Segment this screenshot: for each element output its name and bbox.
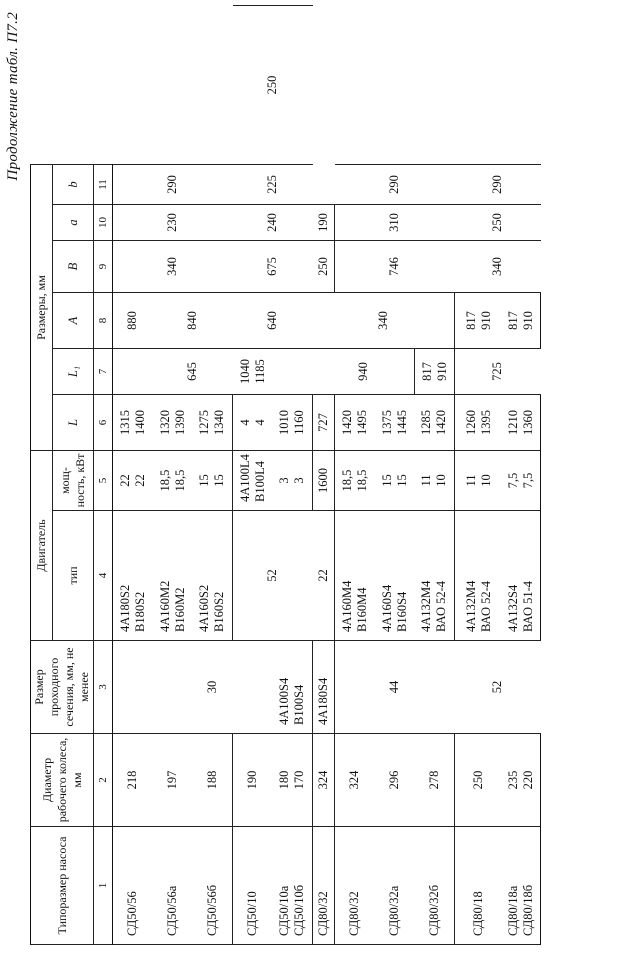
dim-L-cell [455,395,503,451]
dim-a-cell [455,205,541,241]
cell-line: 1040 [237,359,252,384]
cell-line: СД80/32 [316,891,330,936]
header-b: b [53,165,94,205]
header-pump-size: Типоразмер насоса [31,827,94,945]
table-row [113,6,153,945]
cell-line: 10 [478,474,493,487]
dim-L-cell [273,395,313,451]
cell-line: 44 [387,680,402,694]
dim-L-cell [193,395,233,451]
pump-size-cell [193,827,233,945]
pump-size-cell [375,827,415,945]
header-dimensions: Размеры, мм [31,165,53,451]
dim-L1-cell [153,349,233,395]
dim-a-cell [335,205,455,241]
cell-line: 250 [315,257,330,276]
cell-line: 22 [117,474,132,487]
cell-line: 4А180S4 [316,677,330,725]
motor-type-cell [113,511,153,641]
cell-line: 4 [252,419,267,426]
cell-line: 324 [316,770,330,790]
cell-line: 880 [125,311,140,330]
wheel-diameter-cell [375,734,415,827]
cell-line: В160S4 [394,591,409,632]
cell-line: 1495 [354,410,369,435]
pump-size-cell [233,827,273,945]
cell-line: 18,5 [354,469,369,492]
cell-line: 290 [387,175,401,194]
cell-line: 1315 [117,410,132,435]
cell-line: 7,5 [506,472,521,489]
dim-A-cell [415,349,455,395]
column-number: 3 [94,641,113,734]
passage-size-cell [153,641,273,734]
cell-line: СД80/32 [347,891,362,936]
cell-line: 1375 [379,410,394,435]
cell-line: 817 [506,311,521,330]
dim-B-cell [313,293,455,349]
pump-size-cell [415,827,455,945]
cell-line: СД80/32а [387,885,401,936]
cell-line: 1400 [132,410,147,435]
dim-a-cell [113,205,233,241]
cell-line: 190 [315,213,330,232]
motor-type-cell [503,511,541,641]
cell-line: 190 [245,770,260,790]
motor-power-cell [233,395,273,451]
pump-size-cell [153,827,193,945]
cell-line: В160М4 [354,587,369,632]
cell-line: 290 [165,175,180,194]
cell-line: 817 [463,311,478,330]
cell-line: 218 [125,770,140,790]
wheel-diameter-cell [313,734,335,827]
dim-A-cell [153,293,233,349]
dim-L1-cell [113,349,153,395]
dim-B-cell [113,241,233,293]
motor-power-cell [313,511,335,641]
motor-type-cell [273,641,313,734]
cell-line: 18,5 [339,469,354,492]
pump-size-cell [273,827,313,945]
cell-line: 1320 [157,410,172,435]
cell-line: 188 [204,770,219,790]
cell-line: СД80/32б [426,884,441,936]
dim-b-cell [335,165,455,205]
dim-L-cell [313,451,335,511]
motor-type-cell [313,641,335,734]
cell-line: 645 [185,362,199,381]
cell-line: 3 [277,477,292,484]
cell-line: 22 [132,474,147,487]
table-row [193,6,233,945]
cell-line: 1445 [394,410,409,435]
cell-line: СД80/18а [506,885,521,936]
header-motor-type: тип [53,511,94,641]
cell-line: СД80/18 [471,891,486,936]
header-a: a [53,205,94,241]
dim-L-cell [113,395,153,451]
cell-line: 324 [347,770,362,790]
cell-line: 1185 [252,359,267,384]
cell-line: 4А160S4 [379,584,394,632]
cell-line: 250 [265,75,279,95]
dim-L-cell [415,395,455,451]
cell-line: 910 [434,362,449,381]
cell-line: 1420 [339,410,354,435]
cell-line: 1340 [212,410,227,435]
table-row [153,6,193,945]
cell-line: 310 [387,213,402,232]
cell-line: 15 [379,474,394,487]
cell-line: 18,5 [172,469,187,492]
cell-line: 4А160М4 [339,580,354,632]
column-number-row [94,6,113,945]
cell-line: 725 [490,362,505,381]
motor-type-cell [415,511,455,641]
cell-line: 230 [165,213,180,232]
cell-line: 225 [265,175,279,194]
cell-line: 1600 [316,468,330,493]
cell-line: 640 [265,311,279,330]
cell-line: СД80/18б [521,884,536,936]
dim-L1-cell [313,395,335,451]
pump-spec-table [30,5,541,945]
cell-line: 1360 [521,410,536,435]
cell-line: В100S4 [292,684,307,725]
motor-power-cell [455,451,503,511]
cell-line: 180 [277,770,292,790]
motor-power-cell [335,451,375,511]
wheel-diameter-cell [273,734,313,827]
pump-size-cell [503,827,541,945]
dim-L1-cell [335,241,455,293]
motor-power-cell [415,451,455,511]
header-A: A [53,293,94,349]
cell-line: СД50/10б [292,884,307,936]
cell-line: 1285 [419,410,434,435]
cell-line: В100L4 [252,461,267,502]
pump-size-cell [455,827,503,945]
header-motor-power: мощ-ность, кВт [53,451,94,511]
cell-line: 4А180S2 [117,584,132,632]
dim-L-cell [335,395,375,451]
cell-line: 1420 [434,410,449,435]
column-number: 10 [94,205,113,241]
header-B: B [53,241,94,293]
column-number: 2 [94,734,113,827]
pump-size-cell [113,827,153,945]
column-number: 8 [94,293,113,349]
cell-line: 4А132S4 [506,584,521,632]
cell-line: 15 [197,474,212,487]
motor-type-cell [375,511,415,641]
cell-line: ВАО 52-4 [478,580,493,632]
cell-line: 746 [387,257,402,276]
cell-line: ВАО 52-4 [434,580,449,632]
wheel-diameter-cell [415,734,455,827]
column-number: 5 [94,451,113,511]
dim-A-cell [113,293,153,349]
cell-line: 22 [315,569,330,582]
passage-size-cell [233,511,313,641]
table-row [233,6,273,945]
cell-line: 52 [265,569,280,582]
cell-line: 1260 [463,410,478,435]
cell-line: 250 [490,213,504,232]
cell-line: СД50/56б [204,884,219,936]
dim-a-cell [313,241,335,293]
motor-power-cell [273,451,313,511]
dim-L-cell [503,395,541,451]
table-row [375,6,415,945]
dim-b-cell [455,165,541,205]
cell-line: 4А132М4 [419,580,434,632]
passage-size-cell [455,641,541,734]
motor-type-cell [193,511,233,641]
wheel-diameter-cell [193,734,233,827]
cell-line: 7,5 [521,472,536,489]
column-number: 9 [94,241,113,293]
table-row [313,6,335,945]
wheel-diameter-cell [113,734,153,827]
dim-L-cell [233,349,273,395]
table-row [335,6,375,945]
pump-size-cell [335,827,375,945]
cell-line: 240 [265,213,279,232]
dim-b-cell [313,205,335,241]
cell-line: 3 [292,477,307,484]
cell-line: 340 [165,257,180,276]
cell-line: СД50/10а [277,885,292,936]
motor-type-cell [455,511,503,641]
cell-line: 4А100L4 [237,454,252,502]
cell-line: 15 [212,474,227,487]
cell-line: 910 [521,311,536,330]
cell-line: 675 [265,257,279,276]
cell-line: 170 [292,770,307,790]
cell-line: 11 [463,474,478,487]
cell-line: 4 [237,419,252,426]
column-number: 7 [94,349,113,395]
cell-line: 840 [185,311,199,330]
column-number: 11 [94,165,113,205]
passage-size-cell [113,641,153,734]
header-motor: Двигатель [31,451,53,641]
dim-b-cell [233,6,313,165]
motor-type-cell [153,511,193,641]
motor-power-cell [153,451,193,511]
cell-line: 1390 [172,410,187,435]
cell-line: 15 [394,474,409,487]
dim-B-cell [233,205,313,241]
cell-line: 340 [490,257,504,276]
dim-A-cell [503,293,541,349]
dim-A-cell [313,349,415,395]
motor-type-cell [335,511,375,641]
wheel-diameter-cell [153,734,193,827]
header-passage-size: Размер проходного сечения, мм, не менее [31,641,94,734]
cell-line: 727 [316,413,330,432]
motor-type-cell [233,451,273,511]
motor-power-cell [503,451,541,511]
cell-line: 250 [471,770,486,790]
motor-power-cell [113,451,153,511]
header-L1: L₁ [53,349,94,395]
cell-line: 10 [434,474,449,487]
cell-line: 1395 [478,410,493,435]
cell-line: 1010 [277,410,292,435]
header-wheel-diameter: Диаметр рабочего колеса, мм [31,734,94,827]
cell-line: 30 [205,680,219,694]
wheel-diameter-cell [335,734,375,827]
cell-line: 940 [355,362,370,381]
dim-A-cell [233,241,313,293]
cell-line: 290 [490,175,504,194]
dim-L1-cell [455,349,541,395]
dim-L-cell [153,395,193,451]
cell-line: 18,5 [157,469,172,492]
wheel-diameter-cell [503,734,541,827]
cell-line: 340 [375,311,390,330]
cell-line: В180S2 [132,591,147,632]
cell-line: СД50/56а [165,885,179,936]
wheel-diameter-cell [455,734,503,827]
cell-line: СД50/10 [245,891,260,936]
cell-line: 278 [426,770,441,790]
cell-line: 1275 [197,410,212,435]
passage-size-cell [335,641,455,734]
column-number: 1 [94,827,113,945]
cell-line: 1210 [506,410,521,435]
dim-L1-cell [233,293,313,349]
table-row [455,6,503,945]
dim-a-cell [233,165,313,205]
dim-B-cell [455,241,541,293]
cell-line: 4А160S2 [197,584,212,632]
wheel-diameter-cell [233,734,273,827]
cell-line: 235 [506,770,521,790]
cell-line: 1160 [292,410,307,435]
cell-line: В160S2 [212,591,227,632]
cell-line: СД50/56 [125,891,140,936]
cell-line: 52 [490,680,504,694]
table-row [503,6,541,945]
cell-line: 197 [165,770,179,790]
cell-line: 4А160М2 [157,580,172,632]
cell-line: 220 [521,770,536,790]
cell-line: 4А132М4 [463,580,478,632]
header-L: L [53,395,94,451]
cell-line: В160М2 [172,587,187,632]
cell-line: ВАО 51-4 [521,580,536,632]
header-row-1 [31,6,53,945]
pump-size-cell [313,827,335,945]
dim-b-cell [113,165,233,205]
motor-power-cell [193,451,233,511]
cell-line: 910 [478,311,493,330]
cell-line: 11 [419,474,434,487]
column-number: 4 [94,511,113,641]
table-body [31,6,541,945]
dim-A-cell [455,293,503,349]
table-row [415,6,455,945]
table-caption: Продолжение табл. П7.2 [5,12,21,181]
cell-line: 296 [387,770,401,790]
cell-line: 817 [419,362,434,381]
motor-power-cell [375,451,415,511]
dim-L-cell [375,395,415,451]
cell-line: 4А100S4 [277,677,292,725]
column-number: 6 [94,395,113,451]
